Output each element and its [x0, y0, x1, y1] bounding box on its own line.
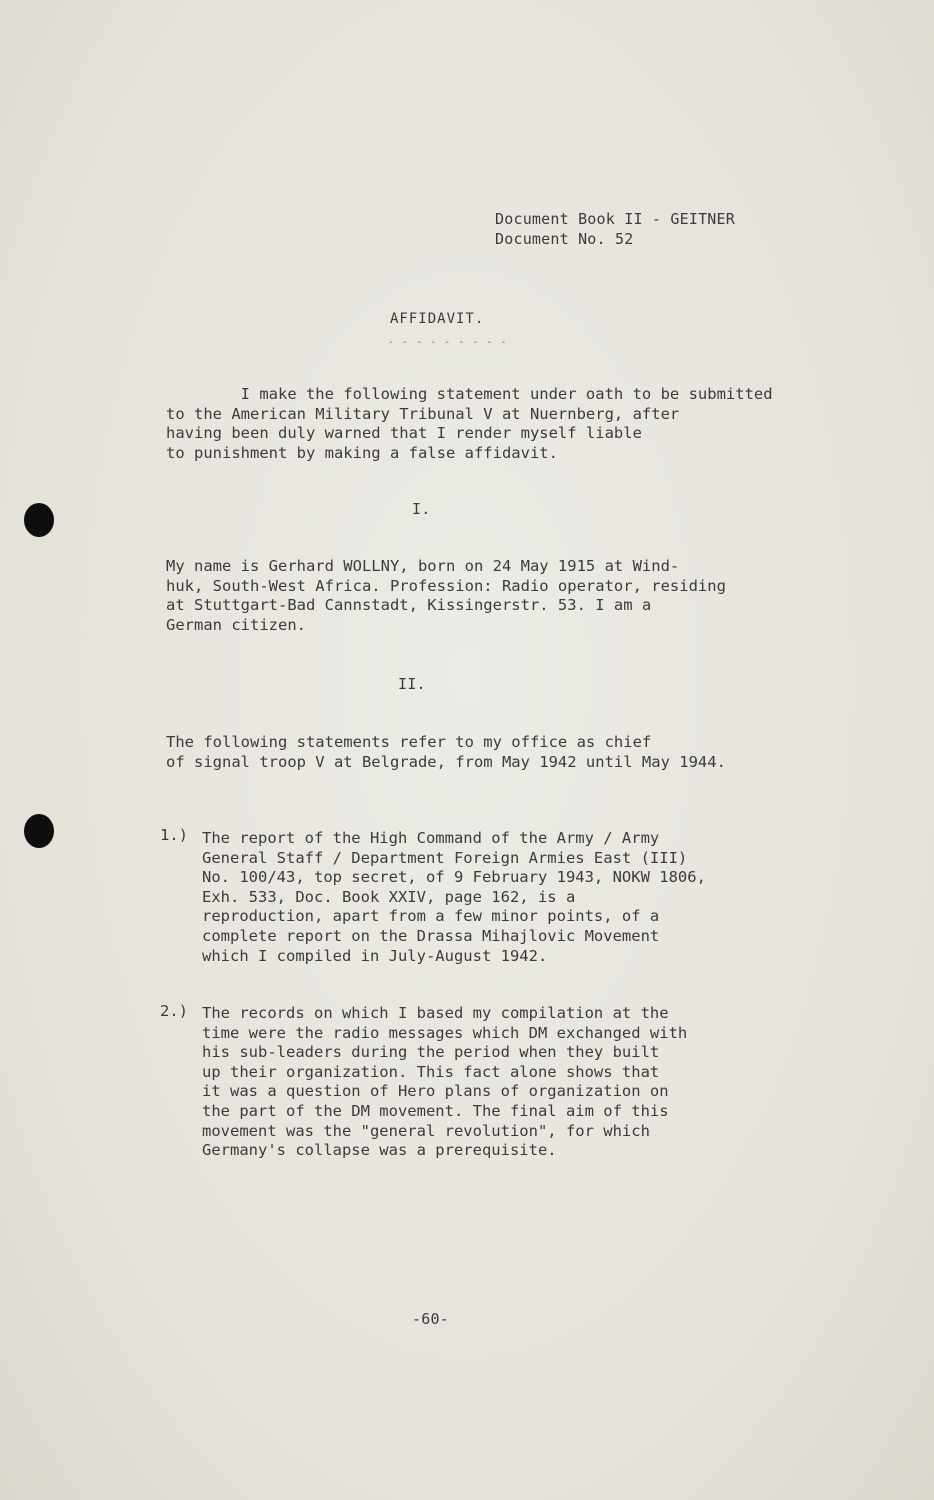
section-numeral-1: I. [412, 500, 431, 518]
title-underline: - - - - - - - - - [388, 337, 508, 348]
punch-hole-bottom [24, 814, 54, 848]
item-2-text: The records on which I based my compilation at the time were the radio messages which DM exchanged with his sub-leaders during the period when they built up their organization. This fact alone shows that it was a question of Hero plans of organization on the part of the DM movement. The final aim of this movement was the "general revolution", for which Germany's collapse was a prerequisite. [202, 1004, 688, 1160]
page-number: -60- [412, 1310, 449, 1328]
affidavit-title: AFFIDAVIT. [390, 311, 485, 327]
document-number-label: Document No. 52 [495, 230, 634, 248]
item-1-number: 1.) [160, 826, 188, 844]
section-2-paragraph: The following statements refer to my office as chief of signal troop V at Belgrade, from May 1942 until May 1944. [166, 733, 726, 771]
section-numeral-2: II. [398, 675, 426, 693]
item-2-number: 2.) [160, 1002, 188, 1020]
item-1-text: The report of the High Command of the Army / Army General Staff / Department Foreign Armies East (III) No. 100/43, top secret, of 9 February 1943, NOKW 1806, Exh. 533, Doc. Book XXIV, page 162, is a reproduction, apart from a few minor points, of a complete report on the Drassa Mihajlovic Movement which I compiled in July-August 1942. [202, 829, 706, 965]
document-book-label: Document Book II - GEITNER [495, 210, 735, 228]
punch-hole-top [24, 503, 54, 537]
intro-paragraph: I make the following statement under oath to be submitted to the American Military Tribunal V at Nuernberg, after having been duly warned that I render myself liable to punishment by making a false affidavit. [166, 385, 773, 462]
section-1-paragraph: My name is Gerhard WOLLNY, born on 24 May 1915 at Wind- huk, South-West Africa. Profession: Radio operator, residing at Stuttgart-Bad Cannstadt, Kissingerstr. 53. I am a German citizen. [166, 557, 726, 634]
